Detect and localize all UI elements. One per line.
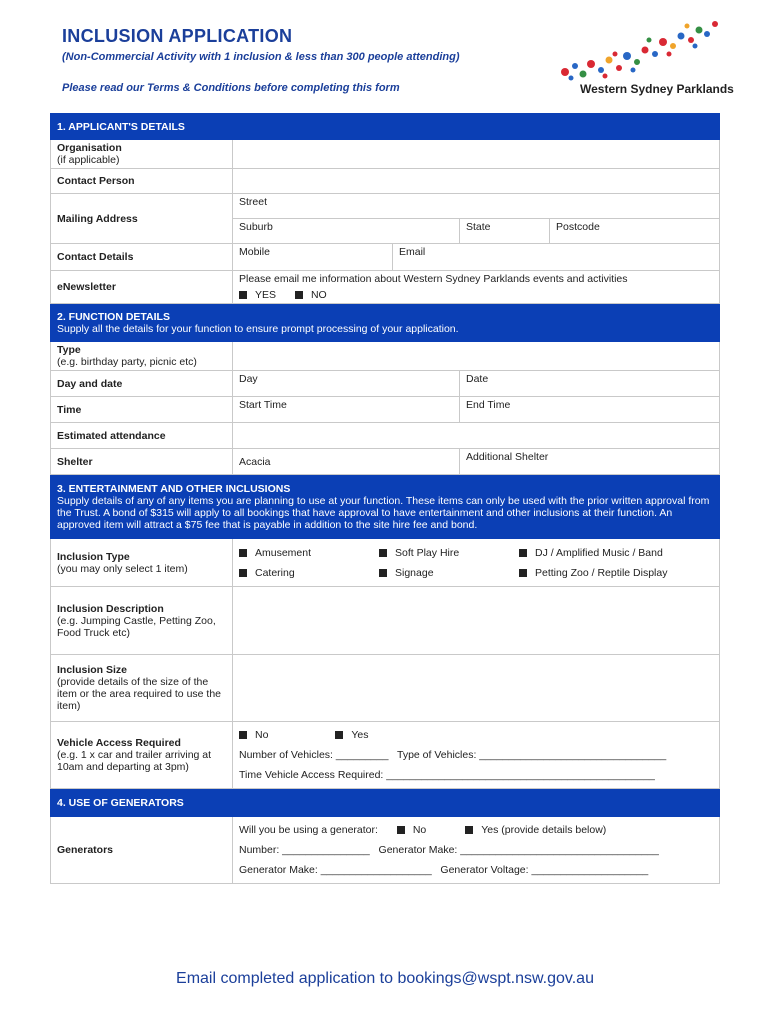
signage-label: Signage [395,566,434,579]
inclusion-type-label [51,539,233,587]
enewsletter-label: eNewsletter [51,271,233,304]
generators-label: Generators [51,817,233,884]
dj-music-checkbox[interactable] [519,549,527,557]
generators-options [233,817,720,884]
organisation-label [51,140,233,169]
date-field[interactable] [460,371,720,397]
generator-make-field[interactable]: Generator Make: __________________________________ [378,844,659,856]
application-form [50,113,720,884]
form-subtitle: (Non-Commercial Activity with 1 inclusion & less than 300 people attending) [62,51,460,63]
inclusion-type-options [233,539,720,587]
start-time-field[interactable] [233,397,460,423]
logo-text: Western Sydney Parklands [580,82,734,96]
street-field[interactable] [233,194,720,219]
shelter-label: Shelter [51,449,233,475]
organisation-field[interactable] [233,140,720,169]
inclusion-size-field[interactable] [233,655,720,722]
vehicle-access-label-sub: (e.g. 1 x car and trailer arriving at 10am and departing at 3pm) [57,749,212,773]
inclusion-description-field[interactable] [233,587,720,655]
organisation-label-sub: (if applicable) [57,154,120,166]
date-label: Date [466,373,489,385]
generator-no-label: No [412,824,427,836]
generator-yes-checkbox[interactable] [465,826,473,834]
email-label: Email [399,246,426,258]
mailing-address-label: Mailing Address [51,194,233,244]
generator-yes-label: Yes (provide details below) [481,824,607,836]
postcode-field[interactable] [550,219,720,244]
type-label-text: Type [57,344,81,356]
section-function-heading [51,304,720,342]
catering-label: Catering [255,566,295,579]
catering-checkbox[interactable] [239,569,247,577]
inclusion-description-label-sub: (e.g. Jumping Castle, Petting Zoo, Food Truck etc) [57,614,216,639]
mobile-label: Mobile [239,246,270,258]
soft-play-checkbox[interactable] [379,549,387,557]
inclusion-size-label-sub: (provide details of the size of the item or the area required to use the item) [57,676,222,712]
generator-question: Will you be using a generator: [239,824,378,836]
inclusion-size-label [51,655,233,722]
section-function-sub: Supply all the details for your function to ensure prompt processing of your application. [57,322,459,335]
shelter-field[interactable]: Acacia [233,449,460,475]
type-label-sub: (e.g. birthday party, picnic etc) [57,356,197,368]
type-vehicles-field[interactable]: Type of Vehicles: ________________________________ [397,749,667,761]
inclusion-type-label-sub: (you may only select 1 item) [57,562,188,575]
generator-make-field-2[interactable]: Generator Make: ___________________ [239,864,432,876]
organisation-label-text: Organisation [57,142,122,154]
inclusion-description-label-text: Inclusion Description [57,602,164,615]
section-applicant-heading: 1. APPLICANT'S DETAILS [51,114,720,140]
petting-zoo-label: Petting Zoo / Reptile Display [535,566,668,579]
state-label: State [466,221,491,233]
vehicle-access-options [233,722,720,789]
enewsletter-yes-label: YES [255,289,277,301]
inclusion-description-label [51,587,233,655]
day-label: Day [239,373,258,385]
section-entertainment-sub: Supply details of any of any items you are planning to use at your function. These items can only be used with the prior written approval from the Trust. A bond of $315 will apply to all bookings that have approval to have entertainment and other inclusions at their function. An approved item will attract a $75 fee that is payable in addition to the site hire fee and bond. [57,494,710,531]
postcode-label: Postcode [556,221,600,233]
generator-no-checkbox[interactable] [397,826,405,834]
inclusion-type-label-text: Inclusion Type [57,550,130,563]
time-label: Time [51,397,233,423]
enewsletter-no-label: NO [310,289,327,301]
state-field[interactable] [460,219,550,244]
section-function-title: 2. FUNCTION DETAILS [57,310,170,323]
additional-shelter-label: Additional Shelter [466,451,549,463]
email-field[interactable] [393,244,720,271]
petting-zoo-checkbox[interactable] [519,569,527,577]
enewsletter-text: Please email me information about Western Sydney Parklands events and activities [239,273,628,285]
vehicle-access-label-text: Vehicle Access Required [57,737,181,749]
vehicle-access-label [51,722,233,789]
mobile-field[interactable] [233,244,393,271]
contact-person-field[interactable] [233,169,720,194]
time-access-field[interactable]: Time Vehicle Access Required: ______________________________________________ [239,769,655,781]
end-time-field[interactable] [460,397,720,423]
inclusion-size-label-text: Inclusion Size [57,664,128,676]
generator-number-field[interactable]: Number: _______________ [239,844,370,856]
soft-play-label: Soft Play Hire [395,546,460,559]
type-label [51,342,233,371]
day-date-label: Day and date [51,371,233,397]
amusement-checkbox[interactable] [239,549,247,557]
section-generators-heading: 4. USE OF GENERATORS [51,789,720,817]
attendance-label: Estimated attendance [51,423,233,449]
enewsletter-options [233,271,720,304]
suburb-label: Suburb [239,221,273,233]
section-entertainment-title: 3. ENTERTAINMENT AND OTHER INCLUSIONS [57,482,291,495]
terms-notice: Please read our Terms & Conditions before completing this form [62,82,400,94]
additional-shelter-field[interactable] [460,449,720,475]
footer-email-instruction: Email completed application to bookings@wspt.nsw.gov.au [176,970,594,987]
vehicle-no-checkbox[interactable] [239,731,247,739]
end-time-label: End Time [466,399,511,411]
enewsletter-yes-checkbox[interactable] [239,291,247,299]
attendance-field[interactable] [233,423,720,449]
dj-music-label: DJ / Amplified Music / Band [535,546,663,559]
contact-details-label: Contact Details [51,244,233,271]
vehicle-yes-checkbox[interactable] [335,731,343,739]
form-title: INCLUSION APPLICATION [62,26,293,46]
suburb-field[interactable] [233,219,460,244]
num-vehicles-field[interactable]: Number of Vehicles: _________ [239,749,389,761]
enewsletter-no-checkbox[interactable] [295,291,303,299]
amusement-label: Amusement [255,546,312,559]
type-field[interactable] [233,342,720,371]
start-time-label: Start Time [239,399,287,411]
section-entertainment-heading [51,475,720,539]
generator-voltage-field[interactable]: Generator Voltage: ____________________ [440,864,649,876]
street-label: Street [239,196,268,208]
day-field[interactable] [233,371,460,397]
contact-person-label: Contact Person [51,169,233,194]
vehicle-yes-label: Yes [351,729,369,741]
vehicle-no-label: No [255,729,269,741]
signage-checkbox[interactable] [379,569,387,577]
